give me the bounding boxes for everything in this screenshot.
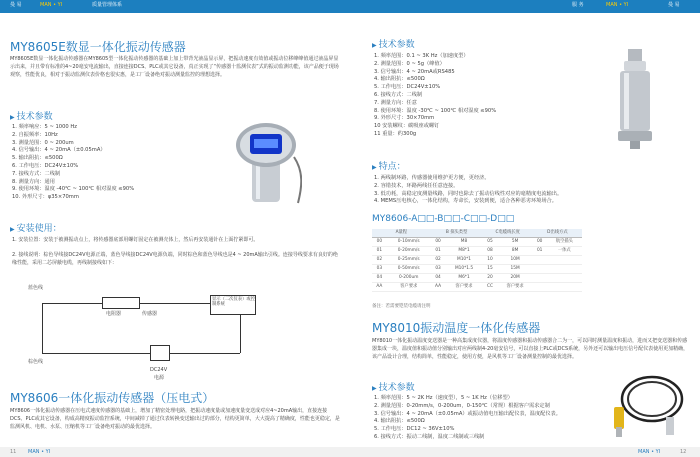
features-title: 特点： bbox=[378, 162, 406, 172]
install-title: 安装使用： bbox=[16, 224, 62, 234]
left-page bbox=[0, 13, 350, 457]
table-cell bbox=[547, 283, 582, 292]
list-item: 2. 测量范围：0-20mm/s，0-200um，0-150℃（常规）根据客户需求定制 bbox=[374, 402, 550, 409]
right-page bbox=[350, 13, 700, 457]
right-spec-list bbox=[374, 53, 496, 139]
table-cell: 0-10mm/s bbox=[387, 238, 431, 247]
list-item: 9. 使用环境：温度 -40℃ ~ 100℃ 相对湿度 ≤90% bbox=[12, 186, 135, 193]
sensor-label: 传感器 bbox=[142, 311, 158, 317]
table-cell: 5M bbox=[497, 238, 532, 247]
table-cell: AA bbox=[372, 283, 387, 292]
list-item: 5. 工作电压：DC24V±10% bbox=[374, 84, 441, 91]
features-heading bbox=[372, 161, 406, 174]
table-cell: 0-50mm/s bbox=[387, 265, 431, 274]
table-cell: 20 bbox=[483, 274, 498, 283]
table-cell: 01 bbox=[431, 247, 446, 256]
wire-bottom bbox=[42, 353, 152, 354]
table-cell: 02 bbox=[372, 256, 387, 265]
my8606-title: MY8606一体化振动传感器（压电式） bbox=[10, 391, 215, 405]
left-spec-title: 技术参数 bbox=[16, 112, 53, 122]
table-cell: 客户要求 bbox=[445, 283, 482, 292]
table-cell: M8 bbox=[445, 238, 482, 247]
left-brand: 曼 易 bbox=[10, 2, 22, 8]
triangle-icon: ▶ bbox=[10, 114, 15, 121]
list-item: 4. 信号输出：4 ~ 20mA（±0.05mA） bbox=[12, 147, 106, 154]
table-cell: 客户要求 bbox=[387, 283, 431, 292]
mt8605e-intro: MY8605E数显一体化振动传感器在MY8605型一体化振动传感器的基础上加上带背光液晶显示屏，把振动速度有效值或振动位移峰峰值通过液晶屏显示出来，并且带有标准的4~20毫安电流输出，直接连接DCS、PLC或其它设备，真正实现了“传感器十监测仪表”式的振动监测功能，该产品便于现场观察，性能优良，相对于振动监测仪表价格也很实惠，是工厂设备绝对振动测量监控的理想选择。 bbox=[10, 56, 339, 78]
table-cell bbox=[547, 265, 582, 274]
table-cell: 00 bbox=[372, 238, 387, 247]
list-item: 2. 自振频率：10Hz bbox=[12, 131, 58, 138]
right-spec2-title: 技术参数 bbox=[378, 383, 415, 393]
table-cell: 航空插头 bbox=[547, 238, 582, 247]
table-cell: 03 bbox=[372, 265, 387, 274]
list-item: 4. MEMS压电核心，一体化结构，寿命长，安装到便，适合各种恶劣环境场合。 bbox=[374, 198, 557, 205]
left-spec-heading bbox=[10, 111, 53, 124]
install-step-1: 1. 安装位置：安装于被测振动点上，将传感器底部用螺钉固定在被测壳体上，然后再安装通针在上面拧紧即可。 bbox=[12, 237, 259, 243]
table-cell: 15M bbox=[497, 265, 532, 274]
list-item: 10 安装螺纹：碳吸座或螺钉 bbox=[374, 123, 440, 130]
table-note: 备注：若需要铠装电缆请注明 bbox=[372, 304, 431, 309]
list-item: 6. 接线方式：二线制 bbox=[374, 91, 423, 98]
model-table-header bbox=[372, 229, 582, 238]
triangle-icon: ▶ bbox=[372, 385, 377, 392]
power-box bbox=[150, 345, 170, 361]
table-cell: M6*1 bbox=[445, 274, 482, 283]
feature-list bbox=[374, 175, 562, 206]
right-spec-title: 技术参数 bbox=[378, 40, 415, 50]
right-spec2-list bbox=[374, 395, 561, 442]
table-cell bbox=[547, 256, 582, 265]
right-footer-tag: MAN • YI bbox=[638, 449, 661, 455]
right-brand: 曼 易 bbox=[668, 2, 680, 8]
table-cell: 一体式 bbox=[547, 247, 582, 256]
right-header-band bbox=[350, 0, 700, 13]
left-spec-list bbox=[12, 124, 134, 202]
piezo-sensor-illustration bbox=[600, 47, 670, 152]
mt8605e-product-image bbox=[232, 117, 302, 207]
triangle-icon: ▶ bbox=[372, 42, 377, 49]
table-cell: 10M bbox=[497, 256, 532, 265]
resistor-label: 电阻器 bbox=[106, 311, 122, 317]
table-cell: 08 bbox=[483, 247, 498, 256]
left-section-label: 质量管理体系 bbox=[92, 2, 123, 8]
triangle-icon: ▶ bbox=[372, 164, 377, 171]
list-item: 6. 接线方式：振动二线制，温度二线制或三线制 bbox=[374, 433, 485, 440]
table-cell: 04 bbox=[431, 274, 446, 283]
list-item: 1. 频率范围：5 ~ 2K Hz（速度型），5 ~ 1K Hz（位移型） bbox=[374, 395, 513, 401]
right-header-tag: MAN • YI bbox=[606, 2, 629, 8]
table-cell: 10 bbox=[483, 256, 498, 265]
list-item: 10. 外形尺寸：φ35×70mm bbox=[12, 194, 79, 201]
table-cell: M10*1 bbox=[445, 256, 482, 265]
left-header-band bbox=[0, 0, 350, 13]
table-header-c: C电缆线长度 bbox=[483, 229, 533, 238]
wiring-diagram bbox=[30, 275, 280, 385]
list-item: 8. 使用环境：温度 -30℃ ~ 100℃ 相对湿度 ≤90% bbox=[374, 107, 497, 114]
list-item: 5. 工作电压：DC12 ~ 36V±10% bbox=[374, 426, 455, 433]
table-cell: 0-25mm/s bbox=[387, 256, 431, 265]
table-cell: 01 bbox=[372, 247, 387, 256]
table-row bbox=[372, 256, 582, 265]
table-row bbox=[372, 238, 582, 247]
list-item: 1. 频率范围：0.1 ~ 3K Hz（加速度型） bbox=[374, 53, 469, 59]
table-cell: M10*1.5 bbox=[445, 265, 482, 274]
table-row bbox=[372, 274, 582, 283]
instrument-label: 显示（二次仪表）或控制系统 bbox=[212, 297, 255, 307]
wire-left bbox=[42, 303, 44, 353]
table-row bbox=[372, 283, 582, 292]
list-item: 2. 容错技术，环路两线任任意连接。 bbox=[374, 182, 459, 189]
brown-wire-label: 棕色线 bbox=[28, 359, 44, 365]
power-sub-label: 电源 bbox=[154, 375, 165, 381]
table-cell: CC bbox=[483, 283, 498, 292]
table-cell bbox=[533, 283, 547, 292]
table-row bbox=[372, 247, 582, 256]
list-item: 3. 信号输出：4 ~ 20mA（±0.05mA）或振动值电压输出配仪表，温度配仪表。 bbox=[374, 410, 561, 417]
table-header-a: A量程 bbox=[372, 229, 431, 238]
right-section-label: 服 务 bbox=[572, 2, 584, 8]
right-page-number: 12 bbox=[680, 449, 687, 455]
my8606-product-image bbox=[600, 47, 670, 152]
table-cell: 客户要求 bbox=[497, 283, 532, 292]
wire-bottom-right bbox=[170, 353, 240, 354]
table-cell: 00 bbox=[431, 238, 446, 247]
wire-top-left bbox=[42, 303, 102, 304]
table-cell: 03 bbox=[431, 265, 446, 274]
left-page-number: 11 bbox=[10, 449, 17, 455]
right-spec-heading bbox=[372, 39, 415, 52]
table-cell bbox=[547, 274, 582, 283]
list-item: 4. 输出阻抗：≤500Ω bbox=[374, 76, 425, 83]
list-item: 7. 测量方向：任意 bbox=[374, 99, 417, 106]
model-table bbox=[372, 229, 582, 292]
right-footer bbox=[350, 447, 700, 457]
table-cell: 15 bbox=[483, 265, 498, 274]
table-cell: 04 bbox=[372, 274, 387, 283]
table-cell: 8M bbox=[497, 247, 532, 256]
table-cell bbox=[533, 265, 547, 274]
list-item: 5. 输出阻抗：≤500Ω bbox=[12, 155, 63, 162]
table-cell: 0-20mm/s bbox=[387, 247, 431, 256]
table-cell: 01 bbox=[533, 247, 547, 256]
wire-top-right bbox=[140, 303, 210, 304]
list-item: 1. 两线制环路，传感器使用维护更方便，更经济。 bbox=[374, 175, 490, 181]
table-cell: M8*1 bbox=[445, 247, 482, 256]
table-cell: 20M bbox=[497, 274, 532, 283]
my8010-intro: MY8010一体化振动温度变送器是一种高集成度仪器，将温度传感器和振动传感器合二为一，可以同时测量温度和振动，进而又把变送器和传感器集成一块，温度值和振动值分别输出对应两线制4-20毫安信号，可以直接上PLC或DCS系统，另外还可以输出电压信号配仪表使用更加精确，该产品设计合理，结构简单，性能稳定，使用方便，是风机等工厂设备测量控制的最优选择。 bbox=[372, 338, 689, 360]
triangle-icon: ▶ bbox=[10, 226, 15, 233]
table-cell: 0-200um bbox=[387, 274, 431, 283]
list-item: 2. 测量范围：0 ~ 5g（峰值） bbox=[374, 60, 445, 67]
table-cell bbox=[533, 256, 547, 265]
mt8605e-title: MY8605E数显一体化振动传感器 bbox=[10, 40, 186, 54]
list-item: 1. 频率响应：5 ~ 1000 Hz bbox=[12, 124, 77, 130]
table-cell bbox=[533, 274, 547, 283]
list-item: 7. 接线方式：二线制 bbox=[12, 170, 61, 177]
install-step-2: 2. 接线说明：棕色导线接DC24V电源正端，蓝色导线接DC24V电源负端，同时棕色和蓝色导线也是4 ~ 20mA输出引线。连接导线要求有良好的绝缘性能，采用二芯屏蔽电缆，再线制接线如下： bbox=[12, 252, 338, 266]
cable-sensor-illustration bbox=[608, 369, 688, 443]
list-item: 3. 测量范围：0 ~ 200um bbox=[12, 139, 74, 146]
table-cell: 02 bbox=[431, 256, 446, 265]
power-label: DC24V bbox=[150, 367, 168, 373]
sensor-display-illustration bbox=[232, 117, 302, 207]
my8010-product-image bbox=[608, 369, 688, 443]
my8010-title: MY8010振动温度一体化传感器 bbox=[372, 321, 541, 335]
resistor-box bbox=[102, 297, 140, 309]
list-item: 8. 测量方向：通用 bbox=[12, 178, 55, 185]
list-item: 3. 信号输出：4 ~ 20mA或RS485 bbox=[374, 68, 455, 75]
list-item: 3. 低功耗，高稳定度测量线路，同时也除去了振动信线性对应的毫精度电流输出。 bbox=[374, 190, 563, 197]
left-header-tag: MAN • YI bbox=[40, 2, 63, 8]
list-item: 9. 外形尺寸：30×70mm bbox=[374, 115, 435, 122]
left-footer bbox=[0, 447, 350, 457]
install-heading bbox=[10, 223, 62, 236]
right-spec2-heading bbox=[372, 382, 415, 395]
table-cell: 00 bbox=[533, 238, 547, 247]
table-cell: AA bbox=[431, 283, 446, 292]
blue-wire-label: 蓝色线 bbox=[28, 285, 44, 291]
table-header-d: D出线方式 bbox=[533, 229, 582, 238]
list-item: 11 重量：约300g bbox=[374, 130, 417, 137]
my8606-intro: MY8606一体化振动传感器在压电式速度传感器的基础上，增加了精密处理电路，把振动速度量或加速度量变送成对应4~20mA输出，直接连接DCS、PLC或其它设备，构成高精度振动监控系统，中间减掉了通过仪表转换变送输出过的部分，结构更简单，大大提高了精确度，性能也更稳定，是监测风机、电机、水泵、压缩机等工厂设备绝对振动的最优选择。 bbox=[10, 408, 340, 430]
list-item: 6. 工作电压：DC24V±10% bbox=[12, 162, 79, 169]
left-footer-tag: MAN • YI bbox=[28, 449, 51, 455]
list-item: 4. 输出阻抗：≤500Ω bbox=[374, 418, 425, 425]
table-cell: 05 bbox=[483, 238, 498, 247]
model-code: MY8606-A□□-B□□-C□□-D□□ bbox=[372, 214, 515, 224]
table-header-b: B 探头类型 bbox=[431, 229, 483, 238]
table-row bbox=[372, 265, 582, 274]
